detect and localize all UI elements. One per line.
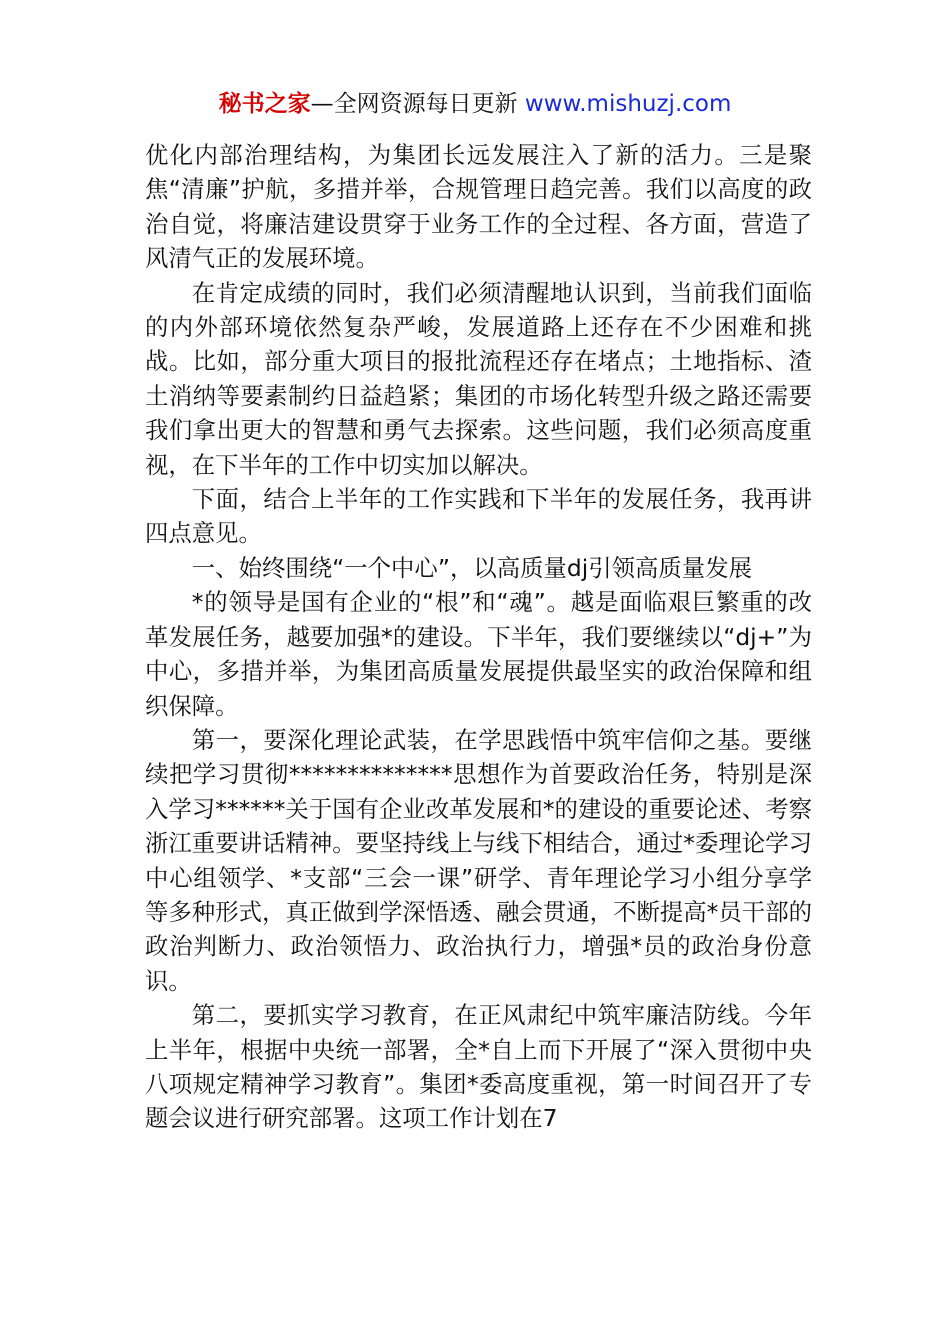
paragraph: *的领导是国有企业的“根”和“魂”。越是面临艰巨繁重的改革发展任务，越要加强*的建设。下半年，我们要继续以“dj+”为中心，多措并举，为集团高质量发展提供最坚实的政治保障和组织保障。 <box>145 588 812 720</box>
paragraph: 第一，要深化理论武装，在学思践悟中筑牢信仰之基。要继续把学习贯彻**************思想作为首要政治任务，特别是深入学习******关于国有企业改革发展和*的建设的重要论述、考察浙江重要讲话精神。要坚持线上与线下相结合，通过*委理论学习中心组领学、*支部“三会一课”研学、青年理论学习小组分享学等多种形式，真正做到学深悟透、融会贯通，不断提高*员干部的政治判断力、政治领悟力、政治执行力，增强*员的政治身份意识。 <box>145 725 812 995</box>
document-body <box>145 138 812 1136</box>
header-brand: 秘书之家 <box>218 91 311 117</box>
paragraph: 在肯定成绩的同时，我们必须清醒地认识到，当前我们面临的内外部环境依然复杂严峻，发展道路上还存在不少困难和挑战。比如，部分重大项目的报批流程还存在堵点；土地指标、渣土消纳等要素制约日益趋紧；集团的市场化转型升级之路还需要我们拿出更大的智慧和勇气去探索。这些问题，我们必须高度重视，在下半年的工作中切实加以解决。 <box>145 278 812 479</box>
header-site-link[interactable]: www.mishuzj.com <box>517 91 732 117</box>
paragraph: 下面，结合上半年的工作实践和下半年的发展任务，我再讲四点意见。 <box>145 485 812 548</box>
section-heading: 一、始终围绕“一个中心”，以高质量dj引领高质量发展 <box>191 553 752 582</box>
page-header <box>0 86 950 122</box>
paragraph-continued: 优化内部治理结构，为集团长远发展注入了新的活力。三是聚焦“清廉”护航，多措并举，合规管理日趋完善。我们以高度的政治自觉，将廉洁建设贯穿于业务工作的全过程、各方面，营造了风清气正的发展环境。 <box>145 141 812 273</box>
header-tagline: —全网资源每日更新 <box>310 91 518 117</box>
paragraph: 第二，要抓实学习教育，在正风肃纪中筑牢廉洁防线。今年上半年，根据中央统一部署，全*自上而下开展了“深入贯彻中央八项规定精神学习教育”。集团*委高度重视，第一时间召开了专题会议进行研究部署。这项工作计划在7 <box>145 1001 812 1133</box>
